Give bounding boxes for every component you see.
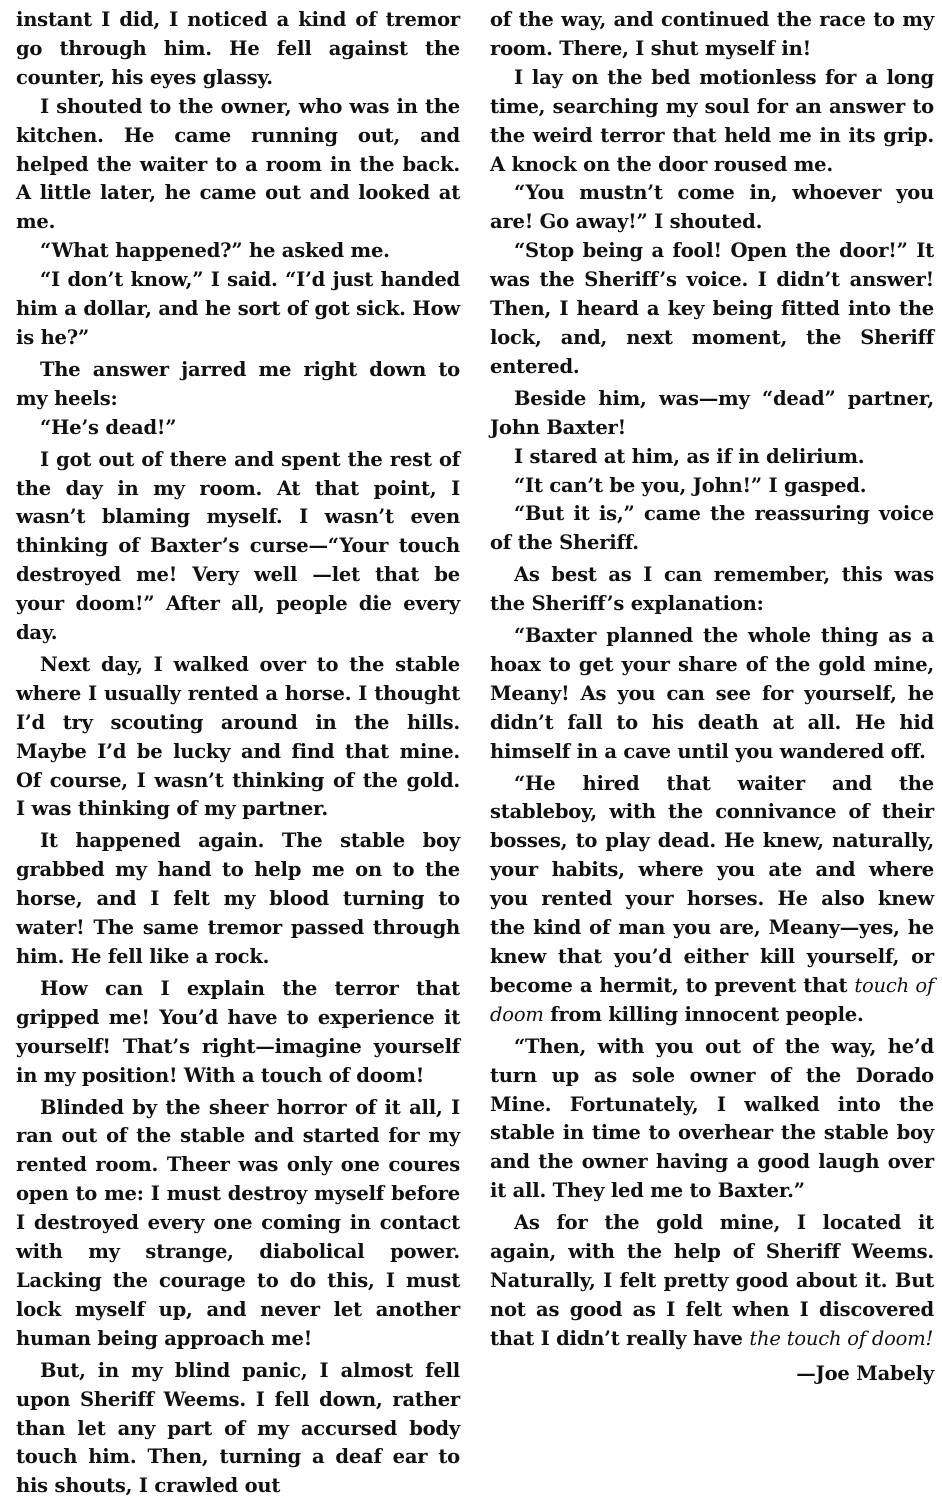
text-run: “He hired that waiter and the stableboy, with the connivance of their bosses, to play dead. He knew, naturally, your habits, where you ate and where you rented your horses. He also knew the kind of man you are, Meany—yes, he knew that you’d either kill yourself, or become a hermit, to prevent that xyxy=(490,771,934,997)
paragraph: But, in my blind panic, I almost fell upon Sheriff Weems. I fell down, rather than let any part of my accursed body touch him. Then, turning a deaf ear to his shouts, I crawled out xyxy=(16,1358,460,1498)
paragraph: instant I did, I noticed a kind of tremor go through him. He fell against the counter, his eyes glassy. xyxy=(16,8,460,89)
paragraph xyxy=(490,1209,934,1354)
paragraph: I shouted to the owner, who was in the kitchen. He came running out, and helped the waiter to a room in the back. A little later, he came out and looked at me. xyxy=(16,94,460,234)
emphasis: touch of doom xyxy=(490,973,934,1026)
paragraph: “You mustn’t come in, whoever you are! Go away!” I shouted. xyxy=(490,181,934,234)
paragraph: “Baxter planned the whole thing as a hoax to get your share of the gold mine, Meany! As you can see for yourself, he didn’t fall to his death at all. He hid himself in a cave until you wandered off. xyxy=(490,624,934,763)
text-run: from killing innocent people. xyxy=(543,1002,864,1026)
paragraph xyxy=(490,770,934,1030)
paragraph: “But it is,” came the reassuring voice of the Sheriff. xyxy=(490,502,934,555)
paragraph: Beside him, was—my “dead” partner, John Baxter! xyxy=(490,386,934,439)
right-column xyxy=(490,6,934,1385)
paragraph: I got out of there and spent the rest of the day in my room. At that point, I wasn’t blaming myself. I wasn’t even thinking of Baxter’s curse—“Your touch destroyed me! Very well —let that be your doom!” After all, people die every day. xyxy=(16,447,460,645)
paragraph: How can I explain the terror that gripped me! You’d have to experience it yourself! That’s right—imagine yourself in my position! With a touch of doom! xyxy=(16,976,460,1087)
text-run: As for the gold mine, I located it again, with the help of Sheriff Weems. Naturally, I felt pretty good about it. But not as good as I felt when I discovered that I didn’t really have xyxy=(490,1211,934,1350)
paragraph: Blinded by the sheer horror of it all, I ran out of the stable and started for my rented room. Theer was only one coures open to me: I must destroy myself before I destroyed every one coming in contact with my strange, diabolical power. Lacking the courage to do this, I must lock myself up, and never let another human being approach me! xyxy=(16,1095,460,1350)
paragraph: “It can’t be you, John!” I gasped. xyxy=(514,473,867,497)
paragraph: “He’s dead!” xyxy=(40,415,177,439)
paragraph: I stared at him, as if in delirium. xyxy=(514,444,865,468)
paragraph: “I don’t know,” I said. “I’d just handed him a dollar, and he sort of got sick. How is he?” xyxy=(16,268,460,349)
paragraph: “Stop being a fool! Open the door!” It was the Sheriff’s voice. I didn’t answer! Then, I heard a key being fitted into the lock, and, next moment, the Sheriff entered. xyxy=(490,239,934,378)
paragraph: The answer jarred me right down to my heels: xyxy=(16,357,460,410)
author-signature: —Joe Mabely xyxy=(796,1361,934,1385)
paragraph: “What happened?” he asked me. xyxy=(40,239,390,263)
paragraph: As best as I can remember, this was the Sheriff’s explanation: xyxy=(490,563,934,616)
left-column xyxy=(16,6,460,1498)
paragraph: of the way, and continued the race to my room. There, I shut myself in! xyxy=(490,8,934,60)
paragraph: “Then, with you out of the way, he’d turn up as sole owner of the Dorado Mine. Fortunately, I walked into the stable in time to overhear the stable boy and the owner having a good laugh over it all. They led me to Baxter.” xyxy=(490,1034,934,1203)
paragraph: Next day, I walked over to the stable where I usually rented a horse. I thought I’d try scouting around in the hills. Maybe I’d be lucky and find that mine. Of course, I wasn’t thinking of the gold. I was thinking of my partner. xyxy=(16,652,460,821)
paragraph: I lay on the bed motionless for a long time, searching my soul for an answer to the weird terror that held me in its grip. A knock on the door roused me. xyxy=(490,65,934,176)
emphasis: the touch of doom! xyxy=(749,1326,934,1350)
paragraph: It happened again. The stable boy grabbed my hand to help me on to the horse, and I felt my blood turning to water! The same tremor passed through him. He fell like a rock. xyxy=(16,829,460,968)
